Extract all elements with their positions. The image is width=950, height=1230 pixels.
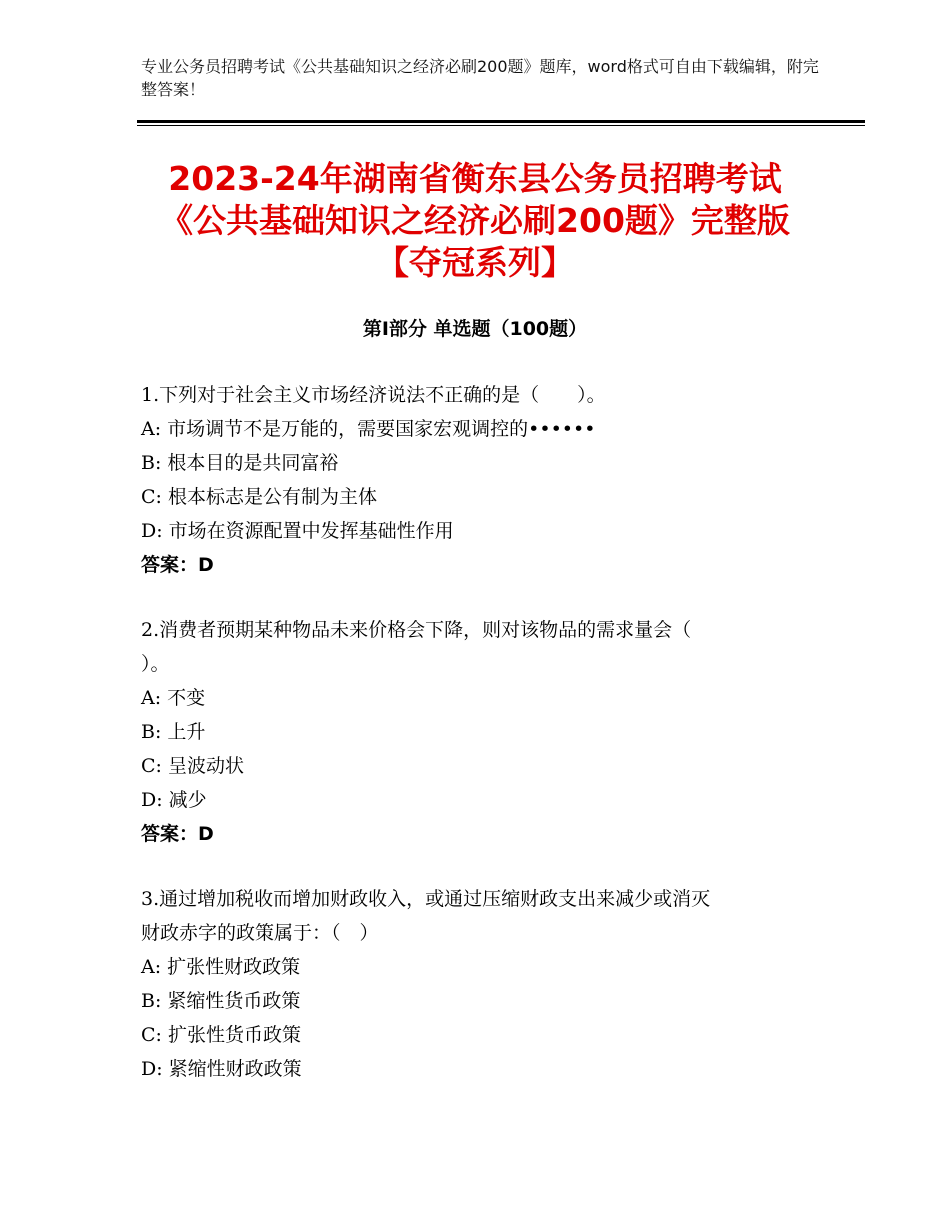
title-line-2: 《公共基础知识之经济必刷200题》完整版	[160, 201, 790, 240]
option-a: A: 不变	[141, 687, 206, 709]
answer: 答案：D	[141, 823, 214, 845]
option-a: A: 市场调节不是万能的，需要国家宏观调控的••••••	[141, 418, 596, 440]
title-line-1: 2023-24年湖南省衡东县公务员招聘考试	[168, 159, 782, 198]
stem-line: 1.下列对于社会主义市场经济说法不正确的是（ ）。	[141, 384, 606, 406]
header-rule-thick	[137, 120, 865, 123]
option-d: D: 市场在资源配置中发挥基础性作用	[141, 520, 454, 542]
option-b: B: 紧缩性货币政策	[141, 990, 301, 1012]
document-title	[100, 158, 850, 284]
header-note: 专业公务员招聘考试《公共基础知识之经济必刷200题》题库，word格式可自由下载编辑，附完整答案！	[141, 57, 819, 99]
question-list	[141, 378, 821, 1117]
question-3	[141, 882, 821, 1086]
question-stem	[141, 378, 821, 412]
question-stem	[141, 882, 821, 950]
option-b: B: 上升	[141, 721, 206, 743]
stem-line: 2.消费者预期某种物品未来价格会下降，则对该物品的需求量会（	[141, 619, 692, 641]
option-c: C: 扩张性货币政策	[141, 1024, 301, 1046]
question-2	[141, 613, 821, 851]
stem-line: ）。	[141, 653, 170, 675]
option-b: B: 根本目的是共同富裕	[141, 452, 339, 474]
question-1	[141, 378, 821, 582]
stem-line: 3.通过增加税收而增加财政收入，或通过压缩财政支出来减少或消灭	[141, 888, 711, 910]
question-stem	[141, 613, 821, 681]
header-rule-thin	[137, 125, 865, 126]
title-line-3: 【夺冠系列】	[376, 243, 574, 282]
option-d: D: 减少	[141, 789, 207, 811]
option-c: C: 根本标志是公有制为主体	[141, 486, 377, 508]
option-d: D: 紧缩性财政政策	[141, 1058, 302, 1080]
answer: 答案：D	[141, 554, 214, 576]
option-c: C: 呈波动状	[141, 755, 244, 777]
section-heading: 第Ⅰ部分 单选题（100题）	[362, 318, 588, 340]
stem-line: 财政赤字的政策属于：（ ）	[141, 922, 379, 944]
option-a: A: 扩张性财政政策	[141, 956, 301, 978]
